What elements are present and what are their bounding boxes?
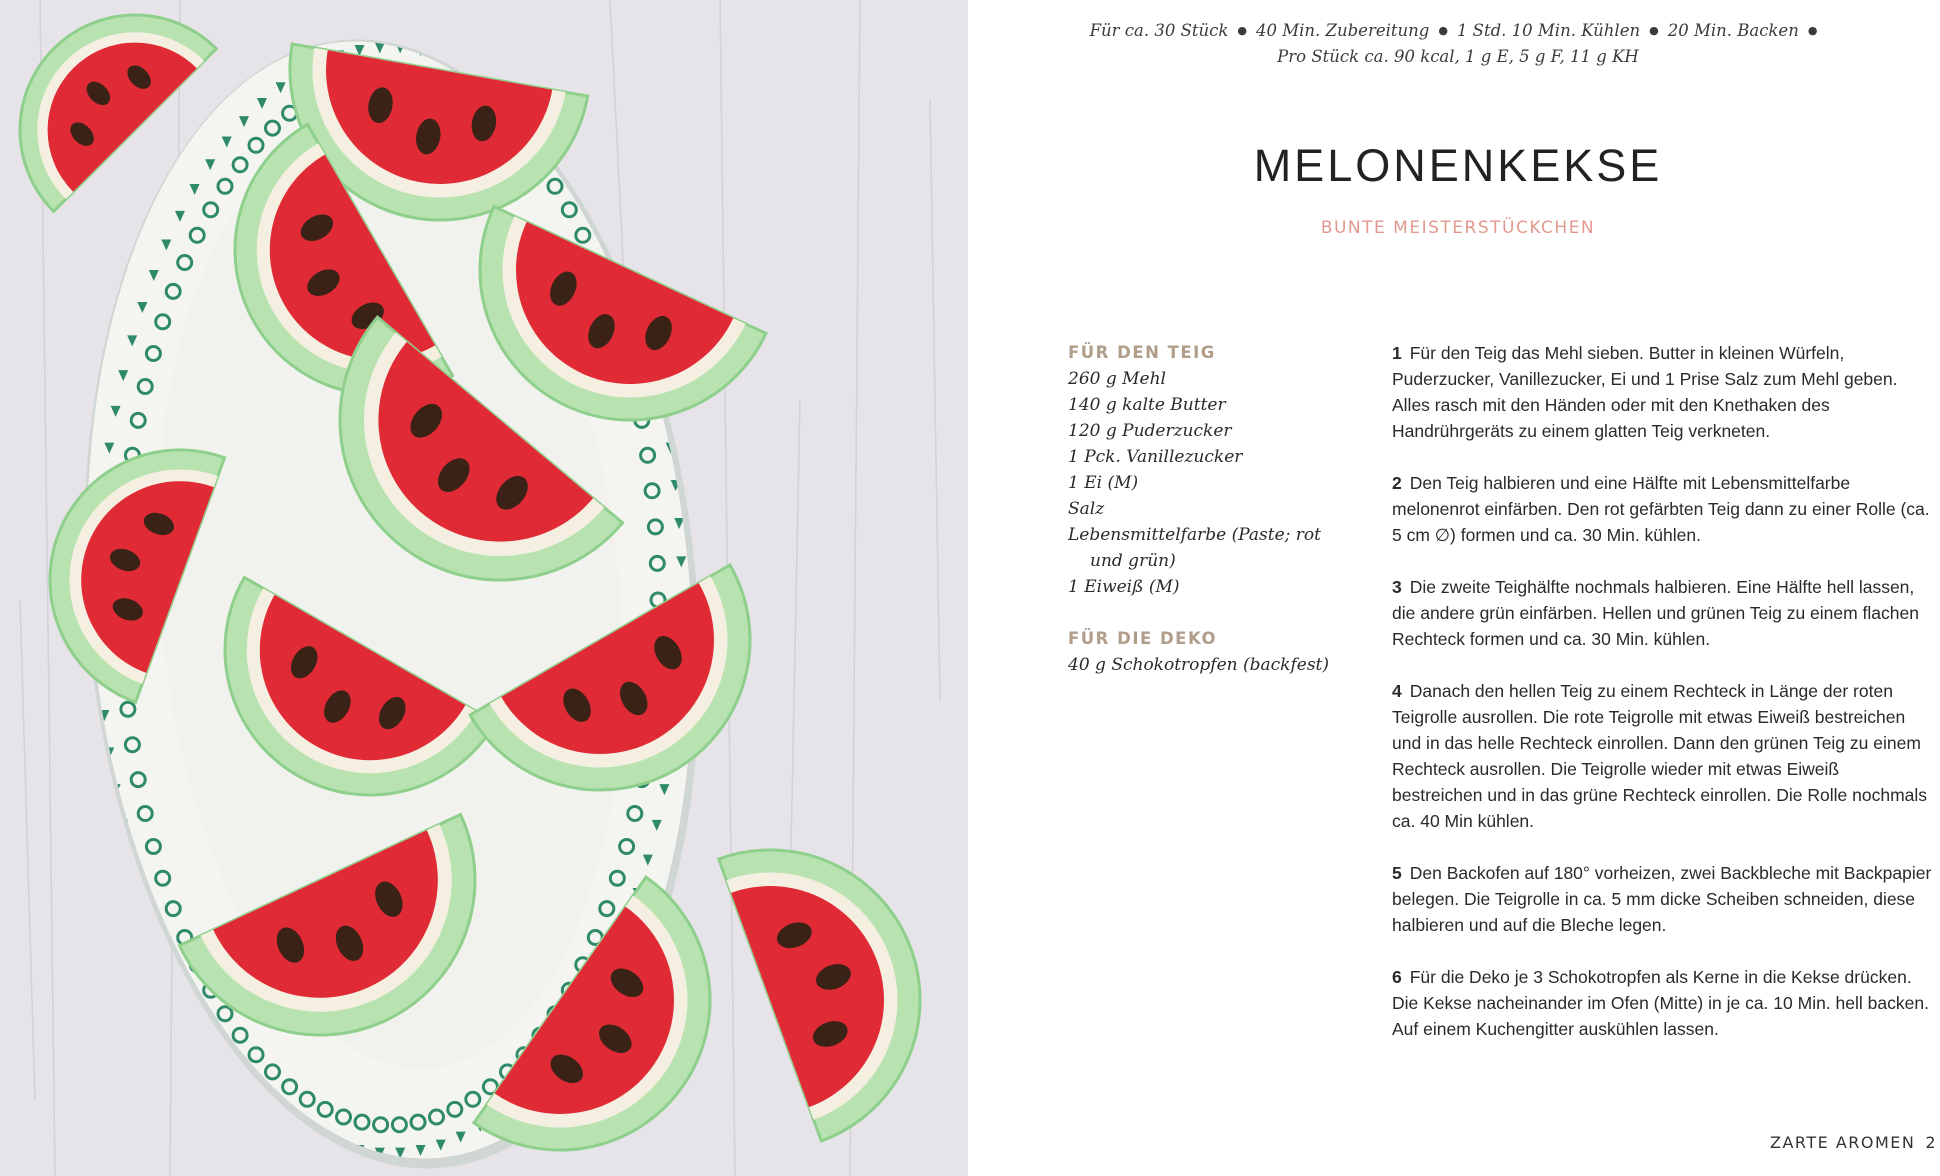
recipe-meta xyxy=(1028,18,1888,70)
ingredient-item: 1 Pck. Vanillezucker xyxy=(1068,447,1243,467)
deko-ingredient-list xyxy=(1068,652,1358,678)
step-text: Den Backofen auf 180° vorheizen, zwei Backbleche mit Backpapier belegen. Die Teigrolle in ca. 5 mm dicke Scheiben schneiden, diese halbieren und auf die Bleche legen. xyxy=(1392,863,1932,935)
recipe-page xyxy=(968,0,1940,1176)
dough-heading: FÜR DEN TEIG xyxy=(1068,343,1216,362)
ingredients-column xyxy=(1068,340,1358,678)
bullet-separator: ● xyxy=(1237,24,1247,37)
ingredient-item: 40 g Schokotropfen (backfest) xyxy=(1068,655,1330,675)
step-number: 4 xyxy=(1392,681,1402,701)
step-number: 2 xyxy=(1392,473,1402,493)
meta-bake-time: 20 Min. Backen xyxy=(1667,21,1799,40)
step-number: 3 xyxy=(1392,577,1402,597)
instruction-steps xyxy=(1392,340,1932,1068)
page-footer xyxy=(1770,1133,1937,1152)
step-5 xyxy=(1392,860,1932,938)
step-text: Die zweite Teighälfte nochmals halbieren. Eine Hälfte hell lassen, die andere grün einfärben. Hellen und grünen Teig zu einem flachen Rechteck formen und ca. 30 Min. kühlen. xyxy=(1392,577,1919,649)
step-2 xyxy=(1392,470,1932,548)
cookie-photo-illustration xyxy=(0,0,968,1176)
step-text: Für den Teig das Mehl sieben. Butter in kleinen Würfeln, Puderzucker, Vanillezucker, Ei und 1 Prise Salz zum Mehl geben. Alles rasch mit den Händen oder mit den Knethaken des Handrührgeräts zu einem glatten Teig verkneten. xyxy=(1392,343,1898,441)
ingredient-item: Salz xyxy=(1068,499,1105,519)
meta-prep-time: 40 Min. Zubereitung xyxy=(1256,21,1430,40)
recipe-subtitle: BUNTE MEISTERSTÜCKCHEN xyxy=(1320,218,1596,238)
bullet-separator: ● xyxy=(1807,24,1818,37)
bullet-separator: ● xyxy=(1649,24,1659,37)
step-text: Für die Deko je 3 Schokotropfen als Kerne in die Kekse drücken. Die Kekse nacheinander im Ofen (Mitte) in je ca. 10 Min. hell backen. Auf einem Kuchengitter auskühlen lassen. xyxy=(1392,967,1929,1039)
meta-yield: Für ca. 30 Stück xyxy=(1089,21,1229,40)
step-1 xyxy=(1392,340,1932,444)
step-3 xyxy=(1392,574,1932,652)
ingredient-item: 140 g kalte Butter xyxy=(1068,395,1226,415)
meta-nutrition: Pro Stück ca. 90 kcal, 1 g E, 5 g F, 11 g KH xyxy=(1277,47,1639,66)
page-number: 2 xyxy=(1925,1133,1938,1152)
recipe-title: MELONENKEKSE xyxy=(1253,140,1663,191)
footer-section: ZARTE AROMEN xyxy=(1770,1133,1916,1152)
ingredient-item: Lebensmittelfarbe (Paste; rot und grün) xyxy=(1068,525,1321,571)
step-number: 5 xyxy=(1392,863,1402,883)
meta-chill-time: 1 Std. 10 Min. Kühlen xyxy=(1456,21,1641,40)
ingredient-item: 1 Ei (M) xyxy=(1068,473,1139,493)
ingredient-item: 1 Eiweiß (M) xyxy=(1068,577,1180,597)
ingredient-item: 120 g Puderzucker xyxy=(1068,421,1232,441)
ingredient-item: 260 g Mehl xyxy=(1068,369,1166,389)
step-6 xyxy=(1392,964,1932,1042)
step-text: Danach den hellen Teig zu einem Rechteck in Länge der roten Teigrolle ausrollen. Die rote Teigrolle mit etwas Eiweiß bestreichen und in das helle Rechteck einrollen. Dann den grünen Teig zu einem Rechteck ausrollen. Die Teigrolle wieder mit etwas Eiweiß bestreichen und in das grüne Rechteck einrollen. Die Rolle nochmals ca. 40 Min kühlen. xyxy=(1392,681,1928,831)
step-number: 1 xyxy=(1392,343,1402,363)
deko-heading: FÜR DIE DEKO xyxy=(1068,629,1218,648)
section-gap xyxy=(1068,600,1358,626)
cookie-photo xyxy=(0,0,968,1176)
dough-ingredient-list xyxy=(1068,366,1358,600)
step-text: Den Teig halbieren und eine Hälfte mit Lebensmittelfarbe melonenrot einfärben. Den rot gefärbten Teig dann zu einer Rolle (ca. 5 cm ∅) formen und ca. 30 Min. kühlen. xyxy=(1392,473,1930,545)
step-number: 6 xyxy=(1392,967,1402,987)
step-4 xyxy=(1392,678,1932,834)
bullet-separator: ● xyxy=(1438,24,1448,37)
recipe-meta-line xyxy=(1028,18,1888,44)
